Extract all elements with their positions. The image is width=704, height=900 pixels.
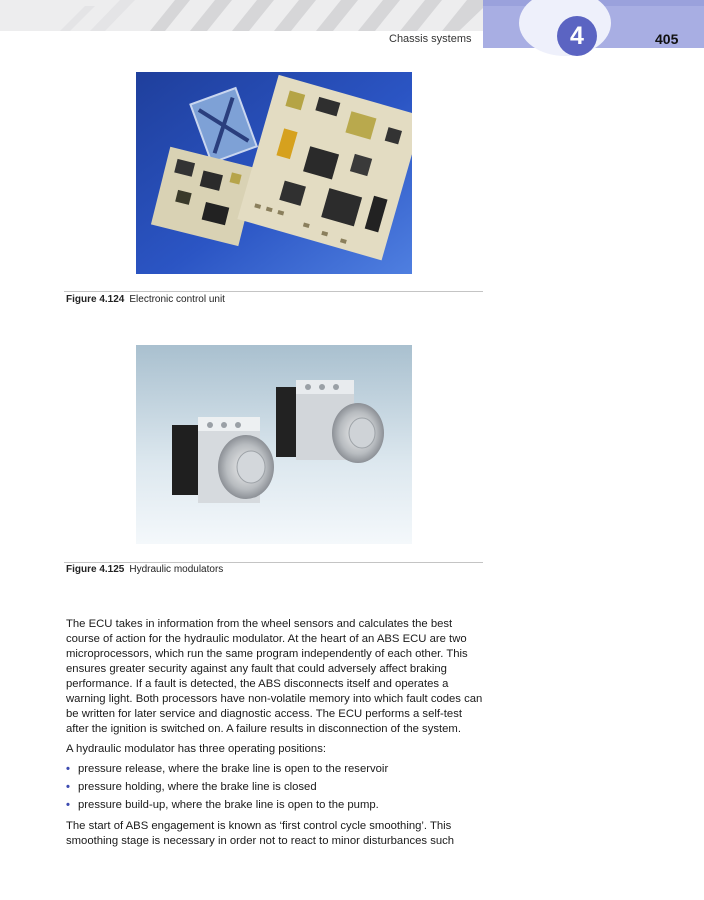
paragraph: The ECU takes in information from the wheel sensors and calculates the best course of action for the hydraulic modulator. At the heart of an ABS ECU are two microprocessors, which run the same program independently of each other. This ensures greater security against any fault that could adversely affect braking performance. If a fault is detected, the ABS disconnects itself and operates a warning light. Both processors have non-volatile memory into which fault codes can be written for later service and diagnostic access. The ECU performs a self-test after the ignition is switched on. A failure results in disconnection of the system. [66, 618, 483, 735]
figure-caption-text: Hydraulic modulators [129, 564, 224, 575]
figure-caption-text: Electronic control unit [129, 294, 225, 305]
list-item [66, 798, 486, 813]
figure-number: Figure 4.124 [66, 294, 125, 305]
tyre-tread-pattern [0, 0, 483, 31]
bullet-marker: • [66, 763, 70, 775]
body-text [66, 617, 486, 854]
figure-number: Figure 4.125 [66, 564, 125, 575]
list-item-text: pressure release, where the brake line is open to the reservoir [78, 763, 389, 775]
figure-caption [66, 564, 223, 575]
list-item [66, 780, 486, 795]
paragraph: The start of ABS engagement is known as ‘first control cycle smoothing’. This smoothing stage is necessary in order not to react to minor disturbances such [66, 820, 455, 847]
list-item-text: pressure build-up, where the brake line is open to the pump. [78, 799, 379, 811]
figure-caption [66, 294, 225, 305]
figure-rule [64, 562, 483, 563]
list-item-text: pressure holding, where the brake line is closed [78, 781, 317, 793]
page-number: 405 [655, 31, 679, 47]
running-header-section-title: Chassis systems [389, 33, 472, 45]
bullet-marker: • [66, 781, 70, 793]
paragraph: A hydraulic modulator has three operating positions: [66, 743, 326, 755]
bullet-marker: • [66, 799, 70, 811]
chapter-number-badge: 4 [557, 16, 597, 56]
list-item [66, 762, 486, 777]
figure-rule [64, 291, 483, 292]
bullet-list [66, 762, 486, 813]
hydraulic-modulators-photo [136, 345, 412, 544]
ecu-circuit-boards-photo [136, 72, 412, 274]
